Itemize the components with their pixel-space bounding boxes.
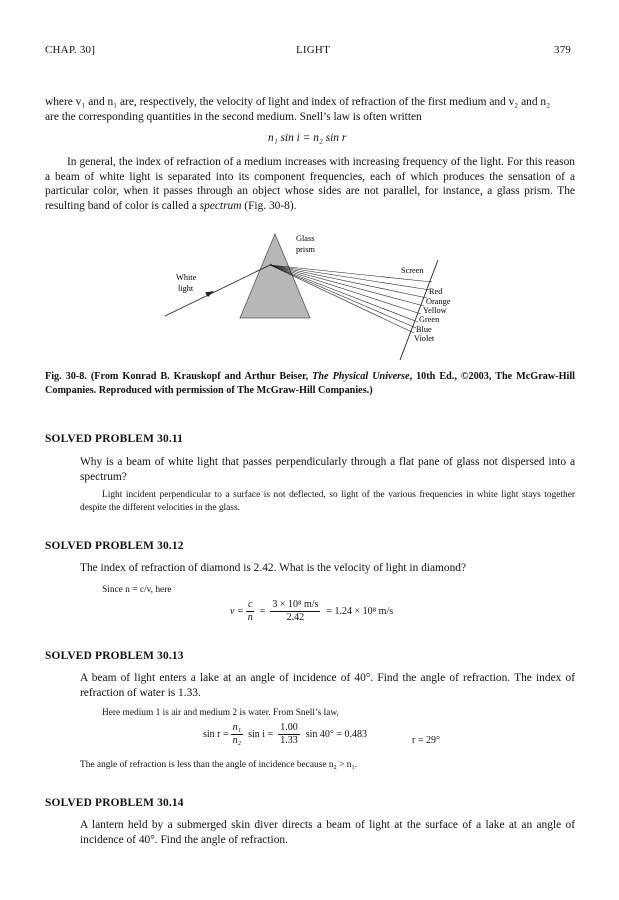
color-label-green: Green (419, 315, 440, 324)
color-label-blue: Blue (416, 325, 432, 334)
refraction-angle-result: r = 29° (412, 735, 440, 746)
color-label-orange: Orange (426, 297, 451, 306)
prism-label: prism (296, 245, 315, 254)
white-label: White (176, 273, 197, 282)
running-header-title: LIGHT (296, 44, 330, 56)
problem-30-11-title: SOLVED PROBLEM 30.11 (45, 433, 184, 445)
velocity-equation: v = $\frac{c}{n}$ = $\frac{\text{3 × 10⁸ m/s}}{2.42}$ = 1.24 × 10⁸ m/s (230, 599, 394, 623)
velocity-eq-lhs: v = (230, 606, 244, 617)
snell-law-equation: n₁ sin i = n₂ sin r (268, 132, 347, 144)
problem-30-12-title: SOLVED PROBLEM 30.12 (45, 540, 184, 552)
prism-figure (160, 228, 470, 363)
problem-30-13-question: A beam of light enters a lake at an angle of incidence of 40°. Find the angle of refraction. The index of refraction of water is 1.33. (80, 672, 575, 699)
glass-label: Glass (296, 234, 315, 243)
figure-caption (45, 370, 575, 397)
refraction-equation (203, 722, 367, 747)
refraction-frac-values: $\frac{1.00}{1.33}$ (280, 722, 298, 746)
intro-line-2: are the corresponding quantities in the second medium. Snell’s law is often written (45, 110, 422, 123)
velocity-frac-values: $\frac{\text{3 × 10⁸ m/s}}{2.42}$ (272, 599, 319, 623)
page-number: 379 (554, 44, 572, 56)
caption-book-title: The Physical Universe (312, 371, 410, 382)
screen-label: Screen (401, 266, 424, 275)
velocity-frac-c-over-n: $\frac{c}{n}$ (247, 599, 253, 623)
color-label-yellow: Yellow (423, 306, 447, 315)
color-label-violet: Violet (414, 334, 435, 343)
problem-30-12-question: The index of refraction of diamond is 2.42. What is the velocity of light in diamond? (80, 562, 467, 574)
refraction-eq-lhs: sin r = (203, 729, 229, 740)
problem-30-13-conclusion: The angle of refraction is less than the angle of incidence because n₂ > n₁. (80, 760, 358, 770)
color-label-red: Red (429, 287, 443, 296)
refraction-frac-n1-n2: $\frac{\text{n₁}}{\text{n₂}}$ (232, 722, 242, 746)
running-header-chapter: CHAP. 30] (45, 44, 96, 56)
spectrum-text-after: (Fig. 30-8). (241, 199, 297, 212)
refraction-eq-mid: sin i = (248, 729, 274, 740)
refraction-eq-result: sin 40° = 0.483 (305, 729, 368, 740)
caption-prefix: Fig. 30-8. (From Konrad B. Krauskopf and Arthur Beiser, (45, 371, 313, 382)
problem-30-12-since: Since n = c/v, here (102, 585, 172, 595)
caption-suffix: , 10th Ed., ©2003, The McGraw-Hill Companies. Reproduced with permission of The McGraw-Hill Companies.) (45, 371, 575, 396)
problem-30-11-question: Why is a beam of white light that passes perpendicularly through a flat pane of glass not dispersed into a spectrum? (80, 456, 575, 483)
velocity-eq-result: = 1.24 × 10⁸ m/s (326, 606, 394, 617)
spectrum-term: spectrum (199, 199, 242, 212)
problem-30-14-question: A lantern held by a submerged skin diver directs a beam of light at the surface of a lake at an angle of incidence of 40°. Find the angle of refraction. (80, 819, 575, 846)
spectrum-paragraph (45, 155, 575, 213)
problem-30-11-answer: Light incident perpendicular to a surface is not deflected, so light of the various frequencies in white light stays together despite the different velocities in the glass. (80, 490, 575, 513)
intro-paragraph (45, 95, 575, 124)
light-label: light (178, 284, 194, 293)
problem-30-13-intro: Here medium 1 is air and medium 2 is water. From Snell’s law, (102, 708, 339, 718)
intro-line-1: where v₁ and n₁ are, respectively, the velocity of light and index of refraction of the first medium and v₂ and n₂ (45, 96, 551, 108)
problem-30-14-title: SOLVED PROBLEM 30.14 (45, 797, 184, 809)
problem-30-13-title: SOLVED PROBLEM 30.13 (45, 650, 184, 662)
spectrum-text-before: In general, the index of refraction of a medium increases with increasing frequency of the light. For this reason a beam of white light is separated into its component frequencies, each of which produces the sensation of a particular color, when it passes through an object whose sides are not parallel, for instance, a glass prism. The resulting band of color is called a (45, 156, 575, 212)
